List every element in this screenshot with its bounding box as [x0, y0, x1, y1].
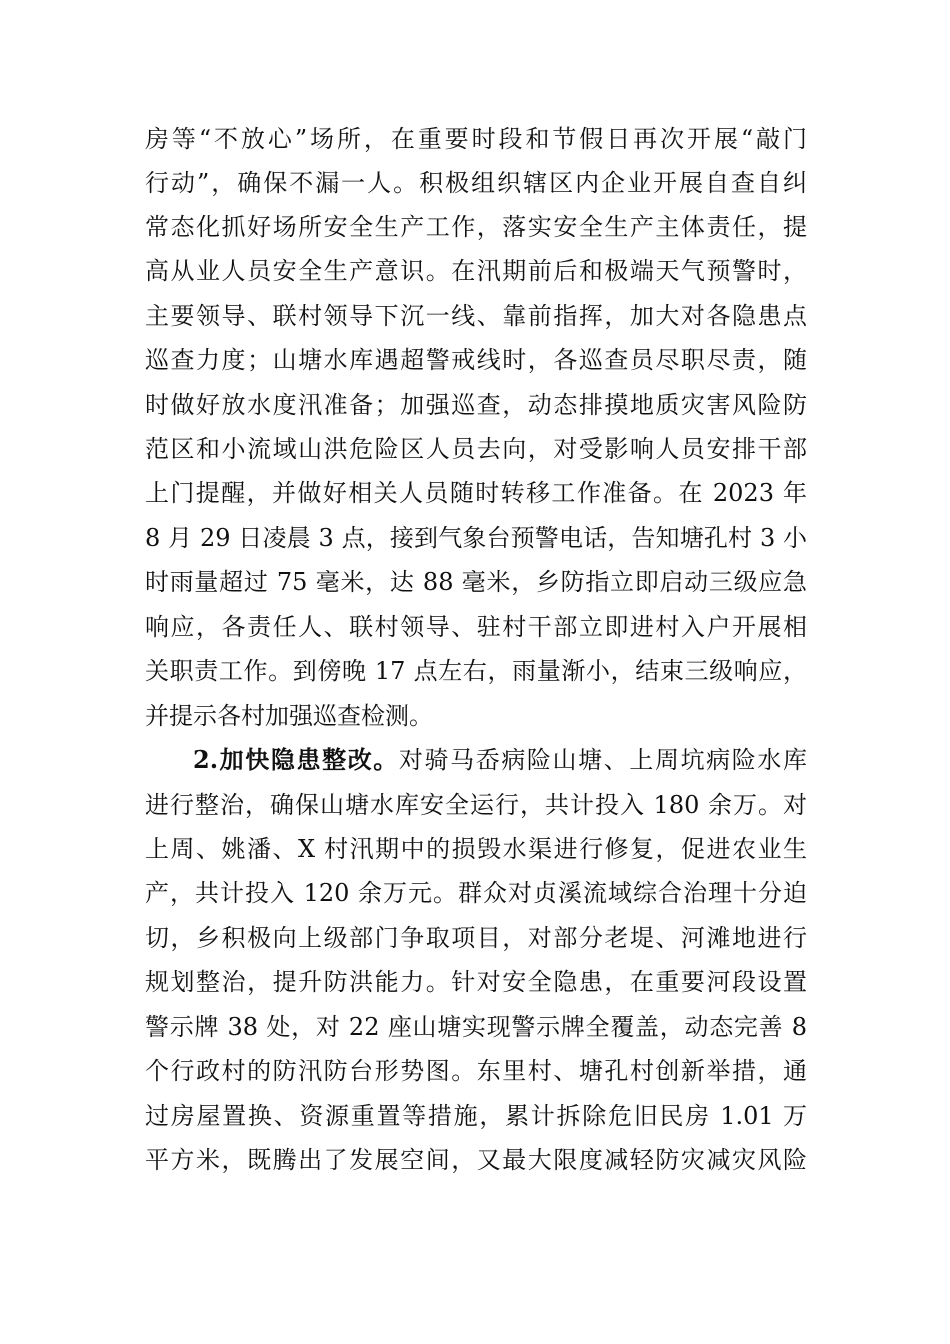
paragraph2-line: 个行政村的防汛防台形势图。东里村、塘孔村创新举措，通 — [145, 1057, 807, 1085]
paragraph2-line: 规划整治，提升防洪能力。针对安全隐患，在重要河段设置 — [145, 968, 807, 996]
paragraph2-line: 过房屋置换、资源重置等措施，累计拆除危旧民房 1.01 万 — [145, 1102, 807, 1130]
paragraph1-last-line: 并提示各村加强巡查检测。 — [145, 702, 433, 730]
paragraph2-first-line-text: 对骑马岙病险山塘、上周坑病险水库 — [398, 746, 807, 774]
paragraph1-line: 常态化抓好场所安全生产工作，落实安全生产主体责任，提 — [145, 213, 807, 241]
paragraph1-line: 关职责工作。到傍晚 17 点左右，雨量渐小，结束三级响应， — [145, 657, 807, 685]
paragraph1-line: 上门提醒，并做好相关人员随时转移工作准备。在 2023 年 — [145, 479, 807, 507]
paragraph1-line: 时雨量超过 75 毫米，达 88 毫米，乡防指立即启动三级应急 — [145, 568, 807, 596]
section-heading: 2.加快隐患整改。 — [193, 745, 399, 774]
paragraph2-line: 进行整治，确保山塘水库安全运行，共计投入 180 余万。对 — [145, 791, 807, 819]
paragraph2-line: 平方米，既腾出了发展空间，又最大限度减轻防灾减灾风险 — [145, 1146, 807, 1174]
paragraph1-line: 响应，各责任人、联村领导、驻村干部立即进村入户开展相 — [145, 613, 807, 641]
paragraph1-line: 高从业人员安全生产意识。在汛期前后和极端天气预警时， — [145, 257, 807, 285]
paragraph2-line: 警示牌 38 处，对 22 座山塘实现警示牌全覆盖，动态完善 8 — [145, 1013, 807, 1041]
paragraph1-line: 8 月 29 日凌晨 3 点，接到气象台预警电话，告知塘孔村 3 小 — [145, 524, 807, 552]
paragraph1-line: 时做好放水度汛准备；加强巡查，动态排摸地质灾害风险防 — [145, 391, 807, 419]
paragraph1-line: 房等“不放心”场所，在重要时段和节假日再次开展“敲门 — [145, 125, 807, 153]
paragraph2-first-line — [193, 740, 807, 780]
paragraph2-line: 切，乡积极向上级部门争取项目，对部分老堤、河滩地进行 — [145, 924, 807, 952]
paragraph1-line: 主要领导、联村领导下沉一线、靠前指挥，加大对各隐患点 — [145, 302, 807, 330]
paragraph2-line: 产，共计投入 120 余万元。群众对贞溪流域综合治理十分迫 — [145, 879, 807, 907]
paragraph1-line: 范区和小流域山洪危险区人员去向，对受影响人员安排干部 — [145, 435, 807, 463]
paragraph1-line: 巡查力度；山塘水库遇超警戒线时，各巡查员尽职尽责，随 — [145, 346, 807, 374]
paragraph2-line: 上周、姚潘、X 村汛期中的损毁水渠进行修复，促进农业生 — [145, 835, 807, 863]
paragraph1-line: 行动”，确保不漏一人。积极组织辖区内企业开展自查自纠 — [145, 169, 807, 197]
